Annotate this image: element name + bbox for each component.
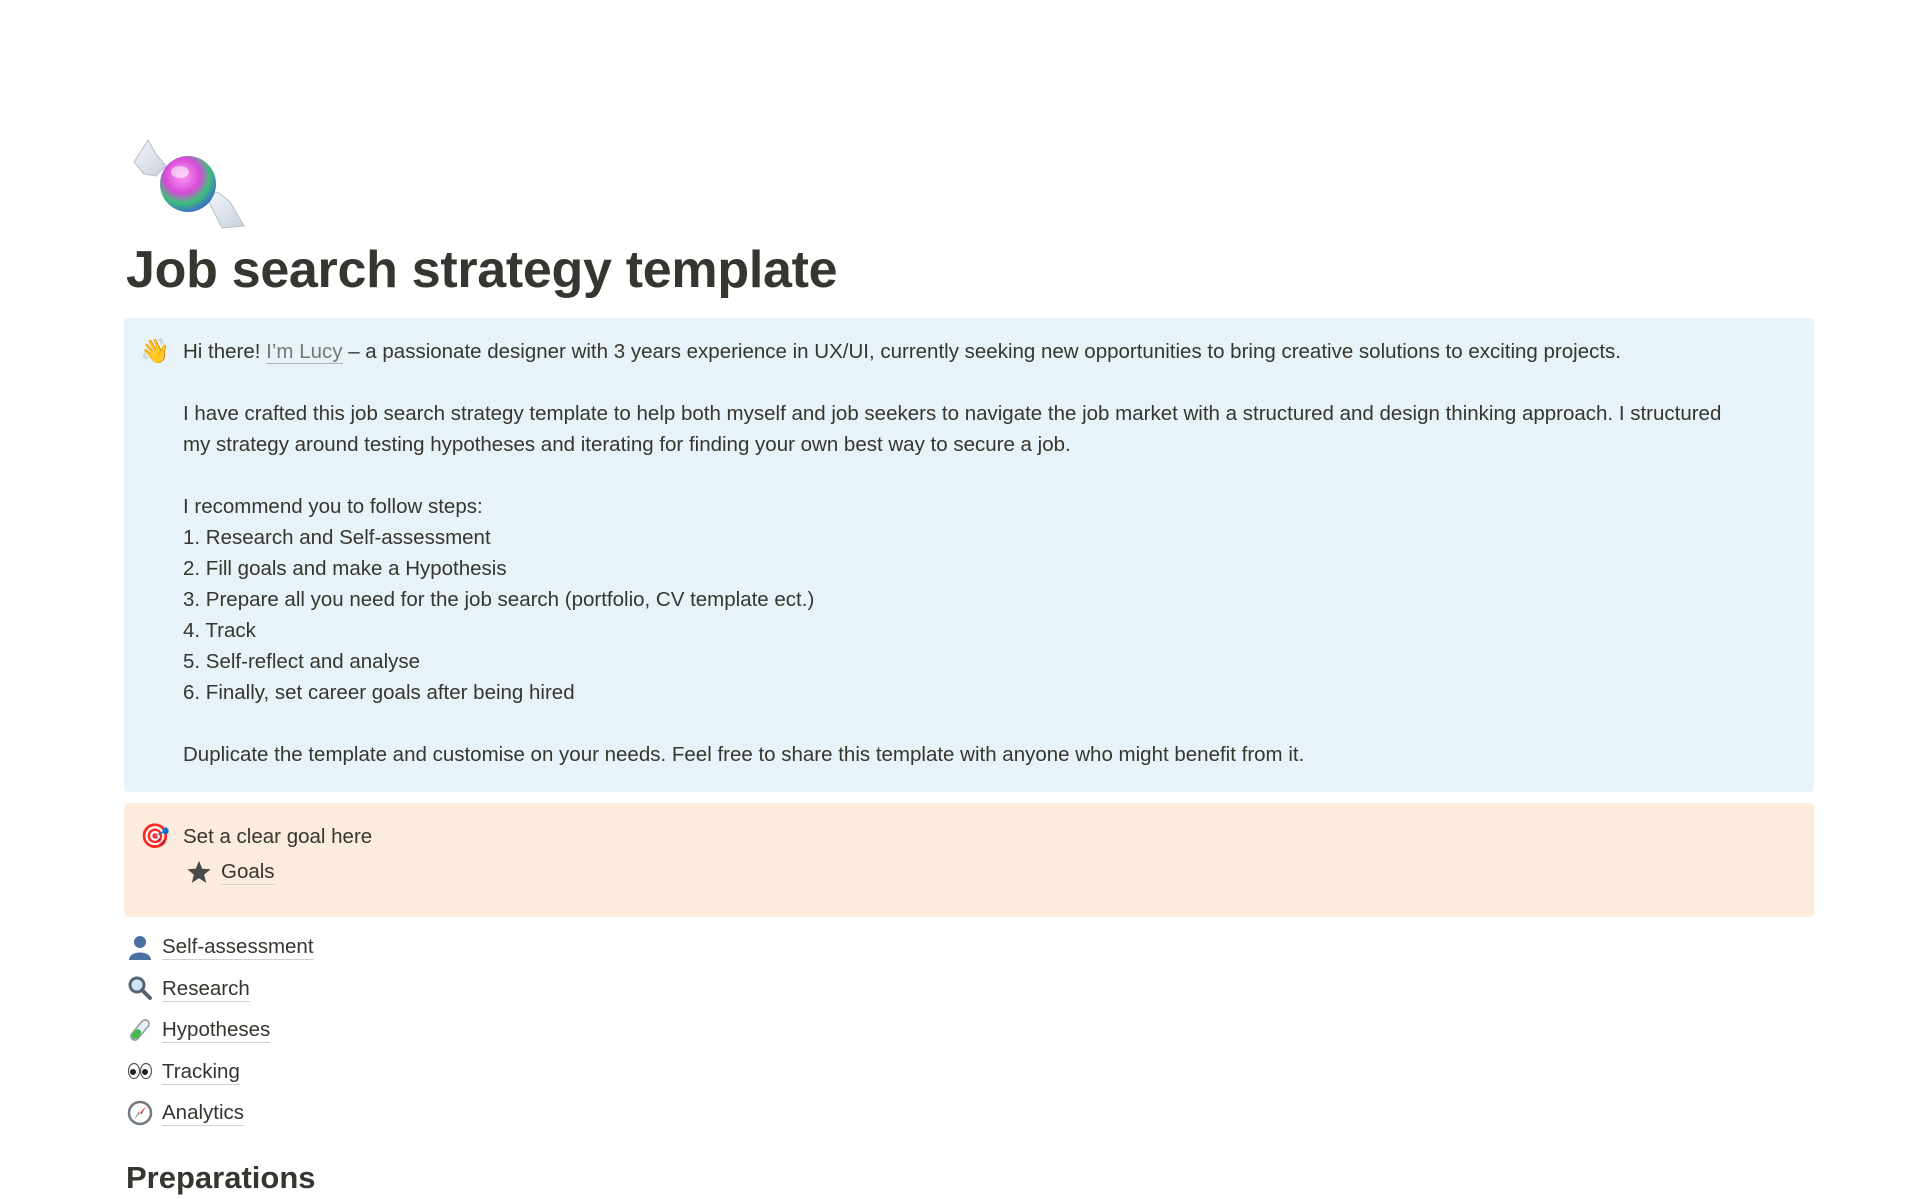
page-link-label[interactable]: Analytics <box>162 1101 245 1125</box>
page-link-analytics[interactable] <box>126 1093 726 1135</box>
step-item: 2. Fill goals and make a Hypothesis <box>183 557 507 580</box>
magnifying-glass-icon <box>126 975 154 1003</box>
goal-text: Set a clear goal here <box>183 825 373 848</box>
dart-target-icon[interactable]: 🎯 <box>140 823 170 850</box>
eyes-icon <box>126 1058 154 1086</box>
step-item: 6. Finally, set career goals after being hired <box>183 681 575 704</box>
compass-icon <box>126 1100 154 1128</box>
closing-text: Duplicate the template and customise on your needs. Feel free to share this template with anyone who might benefit from it. <box>183 743 1305 766</box>
section-heading-preparations: Preparations <box>126 1160 316 1195</box>
waving-hand-icon[interactable]: 👋 <box>140 338 170 365</box>
intro-greeting: Hi there! I’m Lucy – a passionate designer with 3 years experience in UX/UI, currently seeking new opportunities to bring creative solutions to exciting projects. <box>183 340 1622 363</box>
page-link-label[interactable]: Tracking <box>162 1059 240 1083</box>
step-item: 4. Track <box>183 619 256 642</box>
goals-page-link[interactable] <box>183 857 1754 887</box>
star-icon <box>185 858 213 886</box>
step-item: 1. Research and Self-assessment <box>183 526 491 549</box>
candy-icon[interactable] <box>126 134 246 234</box>
lucy-link[interactable]: I’m Lucy <box>266 340 343 363</box>
intro-paragraph: I have crafted this job search strategy template to help both myself and job seekers to navigate the job market with a structured and design thinking approach. I structured my strategy around testing hypotheses and iterating for finding your own best way to secure a job. <box>183 402 1722 456</box>
page-link-hypotheses[interactable] <box>126 1010 726 1052</box>
page-link-label[interactable]: Research <box>162 976 250 1000</box>
page-link-self-assessment[interactable] <box>126 927 726 969</box>
step-item: 3. Prepare all you need for the job search (portfolio, CV template ect.) <box>183 588 815 611</box>
page-link-tracking[interactable] <box>126 1052 726 1094</box>
page-link-research[interactable] <box>126 969 726 1011</box>
steps-intro: I recommend you to follow steps: <box>183 495 483 518</box>
test-tube-icon <box>126 1017 154 1045</box>
step-item: 5. Self-reflect and analyse <box>183 650 421 673</box>
goal-callout <box>124 803 1814 917</box>
page-links-list <box>126 927 726 1135</box>
page-title: Job search strategy template <box>126 241 838 299</box>
page-link-label[interactable]: Hypotheses <box>162 1018 271 1042</box>
page-link-label[interactable]: Self-assessment <box>162 935 314 959</box>
bust-silhouette-icon <box>126 934 154 962</box>
intro-callout <box>124 318 1814 792</box>
goals-link-label[interactable]: Goals <box>221 859 275 883</box>
